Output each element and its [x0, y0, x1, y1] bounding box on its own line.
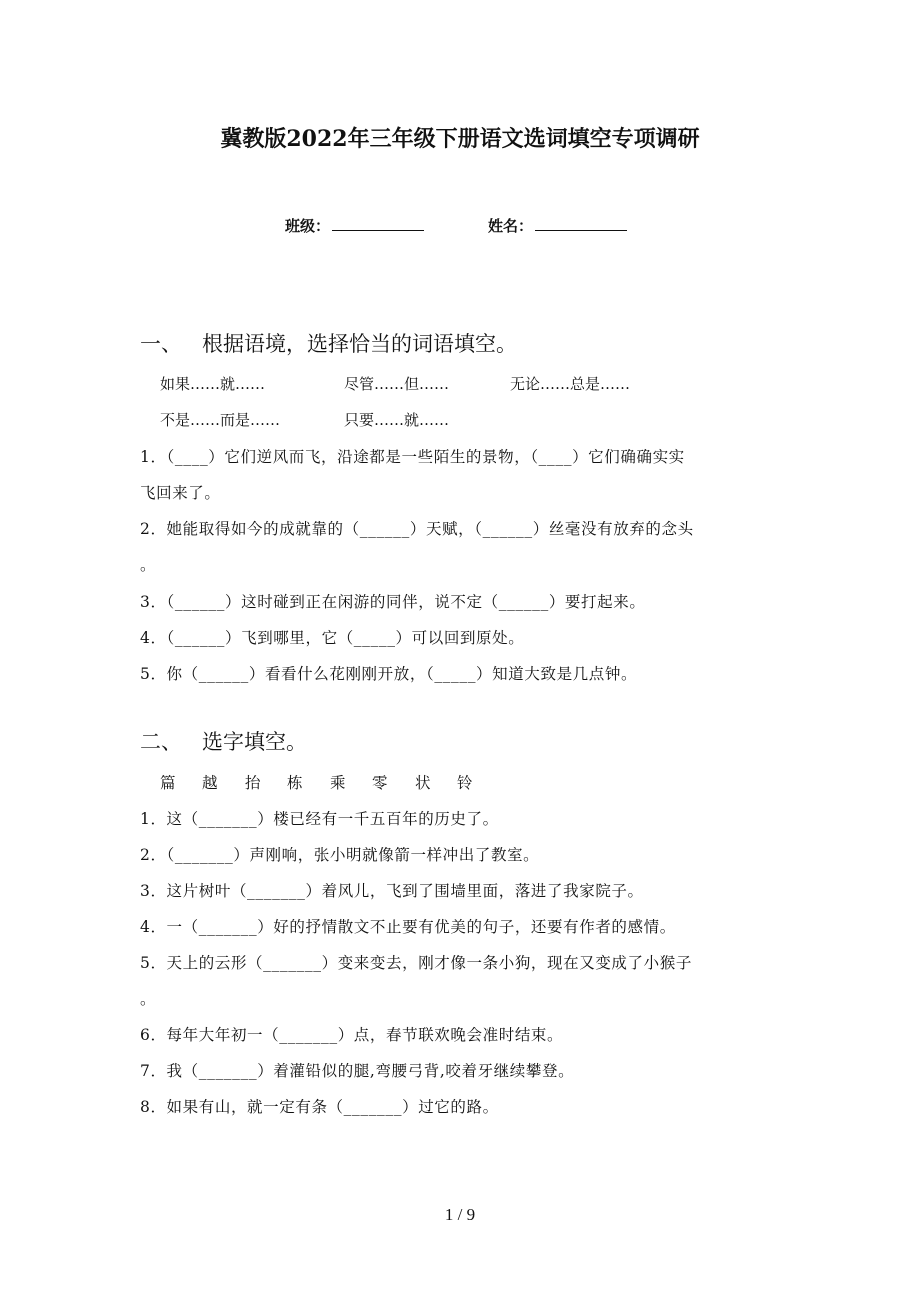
document-title: 冀教版2022年三年级下册语文选词填空专项调研 — [220, 126, 700, 152]
word-option: 如果……就…… — [160, 375, 266, 393]
class-label: 班级： — [285, 217, 331, 235]
word-option: 尽管……但…… — [344, 375, 450, 393]
question-line: 4．一（_______）好的抒情散文不止要有优美的句子，还要有作者的感情。 — [140, 918, 676, 936]
page-indicator: 1 / 9 — [444, 1205, 476, 1224]
char-option: 状 — [415, 774, 431, 792]
question-line: 5．你（______）看看什么花刚刚开放，（_____）知道大致是几点钟。 — [140, 665, 638, 683]
char-option: 栋 — [287, 774, 303, 792]
question-line: 飞回来了。 — [140, 484, 221, 502]
question-line: 。 — [140, 556, 157, 574]
question-line: 1．（____）它们逆风而飞，沿途都是一些陌生的景物，（____）它们确确实实 — [140, 448, 685, 466]
word-option: 不是……而是…… — [160, 411, 281, 429]
question-line: 。 — [140, 990, 157, 1008]
question-line: 6．每年大年初一（_______）点，春节联欢晚会准时结束。 — [140, 1026, 564, 1044]
class-field — [285, 214, 424, 236]
section-1-title — [140, 328, 517, 358]
section-2-heading: 选字填空。 — [202, 730, 307, 754]
question-line: 4．（______）飞到哪里，它（_____）可以回到原处。 — [140, 629, 525, 647]
section-1-number: 一、 — [140, 332, 182, 356]
char-option: 抬 — [245, 774, 261, 792]
section-2-title — [140, 726, 307, 756]
char-option: 零 — [372, 774, 388, 792]
question-line: 2．她能取得如今的成就靠的（______）天赋，（______）丝毫没有放弃的念头 — [140, 520, 694, 538]
section-2-number: 二、 — [140, 730, 182, 754]
question-line: 2．（_______）声刚响，张小明就像箭一样冲出了教室。 — [140, 846, 540, 864]
name-field — [488, 214, 627, 236]
name-blank[interactable] — [535, 214, 627, 231]
char-option: 铃 — [457, 774, 473, 792]
name-label: 姓名： — [488, 217, 534, 235]
question-line: 3．这片树叶（_______）着风儿，飞到了围墙里面，落进了我家院子。 — [140, 882, 644, 900]
char-option: 篇 — [160, 774, 176, 792]
word-option: 无论……总是…… — [510, 375, 631, 393]
section-1-heading: 根据语境，选择恰当的词语填空。 — [202, 332, 517, 356]
question-line: 5．天上的云形（_______）变来变去，刚才像一条小狗，现在又变成了小猴子 — [140, 954, 692, 972]
class-blank[interactable] — [332, 214, 424, 231]
question-line: 1．这（_______）楼已经有一千五百年的历史了。 — [140, 810, 499, 828]
question-line: 7．我（_______）着灌铅似的腿,弯腰弓背,咬着牙继续攀登。 — [140, 1062, 575, 1080]
question-line: 8．如果有山，就一定有条（_______）过它的路。 — [140, 1098, 499, 1116]
word-option: 只要……就…… — [344, 411, 450, 429]
char-option: 乘 — [330, 774, 346, 792]
question-line: 3．（______）这时碰到正在闲游的同伴，说不定（______）要打起来。 — [140, 593, 646, 611]
char-option: 越 — [202, 774, 218, 792]
